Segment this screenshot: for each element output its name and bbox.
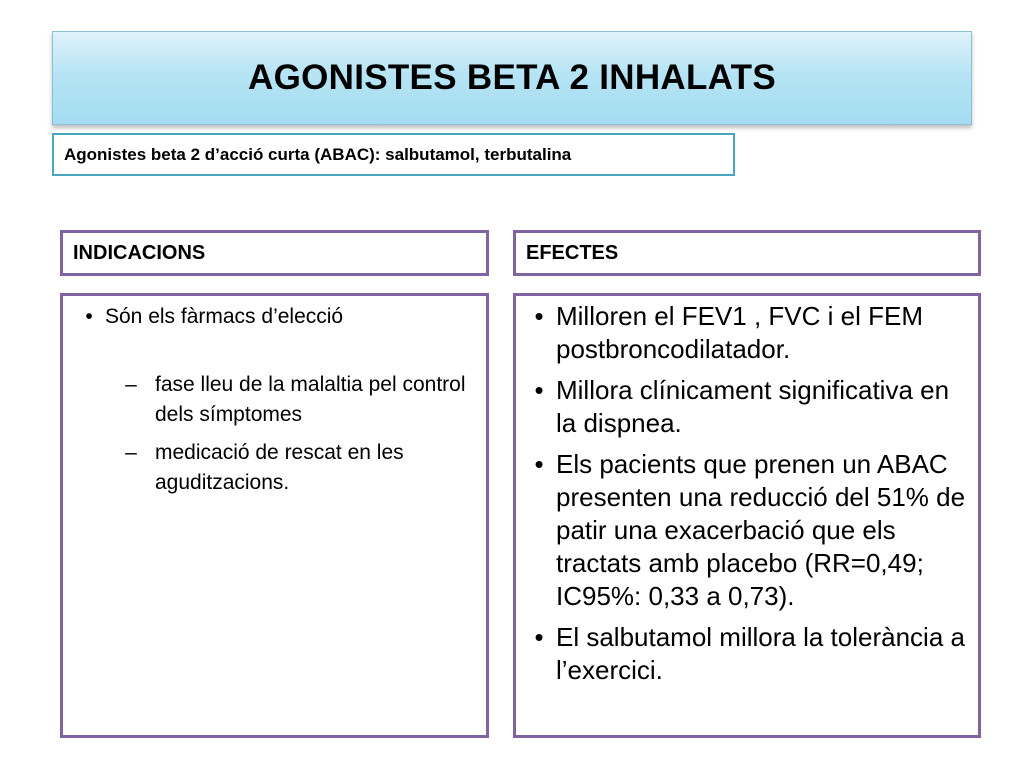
effects-panel [513, 293, 981, 738]
dash-icon: – [125, 441, 137, 464]
indications-sub-item-text: fase lleu de la malaltia pel control dels símptomes [155, 373, 466, 426]
indications-header-label: INDICACIONS [73, 241, 206, 264]
indications-sub-item-text: medicació de rescat en les aguditzacions. [155, 441, 404, 494]
effects-header-label: EFECTES [526, 241, 619, 264]
effects-item [522, 300, 968, 366]
effects-item [522, 621, 968, 687]
effects-item-text: Els pacients que prenen un ABAC presenten una reducció del 51% de patir una exacerbació que els tractats amb placebo (RR=0,49; IC95%: 0,33 a 0,73). [556, 449, 966, 611]
indications-sub-item [107, 438, 472, 498]
title-banner [52, 31, 972, 125]
bullet-icon: • [534, 375, 544, 405]
effects-header [513, 230, 981, 276]
indications-panel [60, 293, 489, 738]
dash-icon: – [125, 373, 137, 396]
bullet-icon: • [85, 305, 93, 328]
indications-header [60, 230, 489, 276]
subtitle-banner [52, 133, 735, 176]
effects-item [522, 448, 968, 613]
slide-subtitle: Agonistes beta 2 d’acció curta (ABAC): salbutamol, terbutalina [64, 144, 572, 164]
bullet-icon: • [534, 301, 544, 331]
effects-item-text: El salbutamol millora la tolerància a l’exercici. [556, 622, 965, 685]
effects-item-text: Milloren el FEV1 , FVC i el FEM postbroncodilatador. [556, 301, 923, 364]
bullet-icon: • [534, 449, 544, 479]
effects-item [522, 374, 968, 440]
indications-sub-item [107, 370, 472, 430]
indications-sub-list [73, 370, 472, 498]
effects-item-text: Millora clínicament significativa en la dispnea. [556, 375, 950, 438]
indications-bullet [73, 302, 472, 332]
slide-title: AGONISTES BETA 2 INHALATS [248, 58, 776, 97]
indications-bullet-text: Són els fàrmacs d’elecció [105, 305, 344, 328]
bullet-icon: • [534, 622, 544, 652]
